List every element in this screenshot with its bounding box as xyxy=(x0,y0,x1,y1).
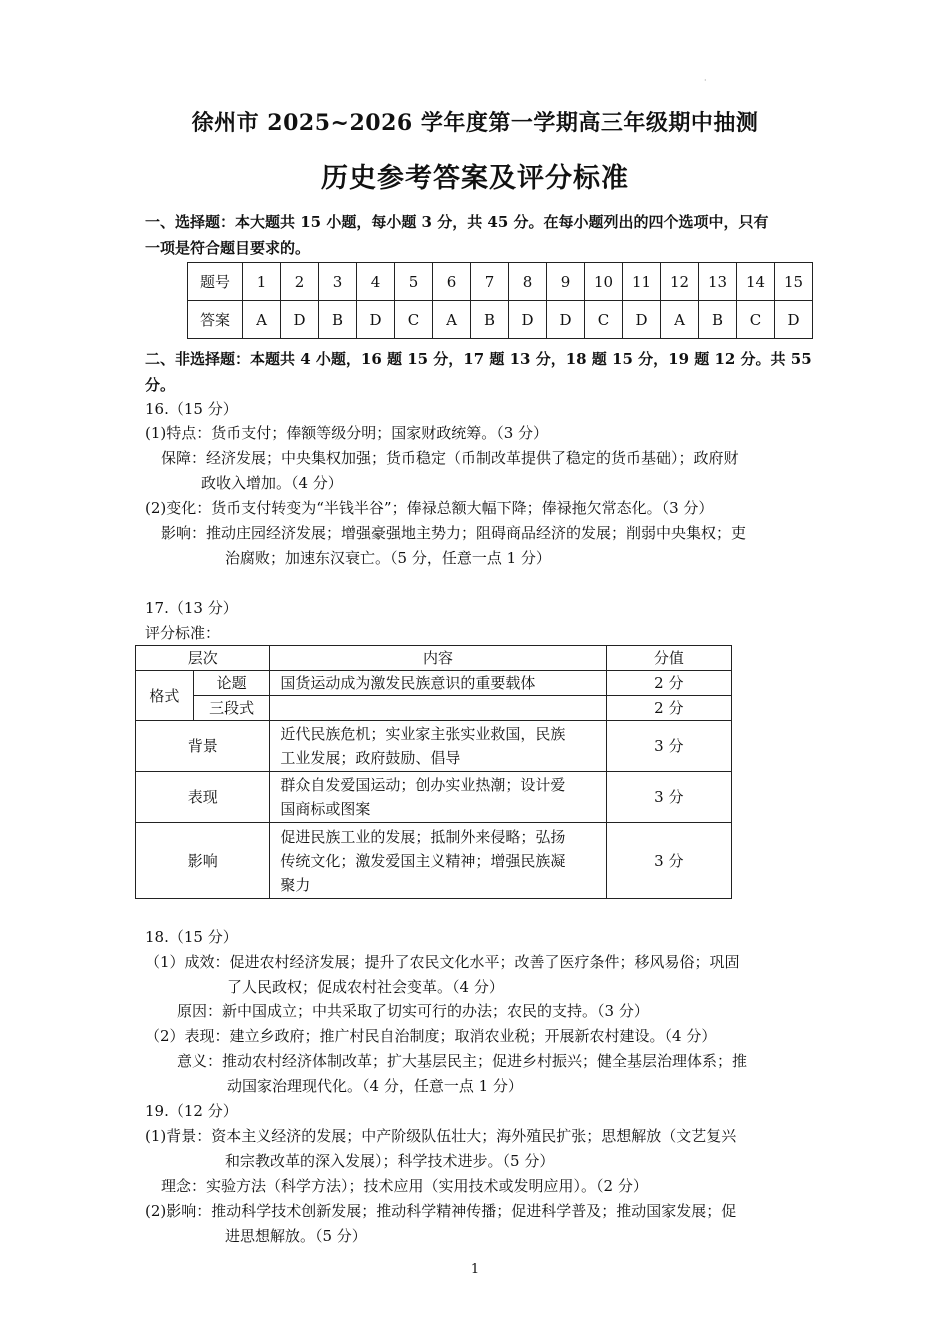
th-level: 层次 xyxy=(136,646,270,671)
question-number: 13 xyxy=(699,263,737,301)
q16-line: (1)特点：货币支付；俸额等级分明；国家财政统筹。（3 分） xyxy=(145,424,549,442)
q19-line: 和宗教改革的深入发展）；科学技术进步。（5 分） xyxy=(225,1152,555,1170)
page-dot: · xyxy=(704,76,707,85)
question-number: 9 xyxy=(547,263,585,301)
cell-sanduan-score: 2 分 xyxy=(606,696,731,721)
cell-lunti-score: 2 分 xyxy=(606,671,731,696)
table-row xyxy=(136,671,732,696)
cell-format: 格式 xyxy=(136,671,194,721)
th-score: 分值 xyxy=(606,646,731,671)
document-title: 徐州市 2025~2026 学年度第一学期高三年级期中抽测 xyxy=(191,110,759,136)
cell-impact-score: 3 分 xyxy=(606,823,731,899)
content-line: 传统文化；激发爱国主义精神；增强民族凝 xyxy=(280,851,566,870)
question-number: 14 xyxy=(737,263,775,301)
answer-table xyxy=(187,262,813,339)
answer-cell: D xyxy=(547,301,585,339)
answer-cell: D xyxy=(775,301,813,339)
th-content: 内容 xyxy=(270,646,606,671)
q18-line: （1）成效：促进农村经济发展；提升了农民文化水平；改善了医疗条件；移风易俗；巩固 xyxy=(145,953,740,971)
question-number: 11 xyxy=(623,263,661,301)
cell-impact-content xyxy=(270,823,606,899)
q18-line: 意义：推动农村经济体制改革；扩大基层民主；促进乡村振兴；健全基层治理体系；推 xyxy=(177,1052,748,1070)
answer-cell: B xyxy=(699,301,737,339)
row-head-answer: 答案 xyxy=(188,301,243,339)
answer-cell: B xyxy=(319,301,357,339)
q16-line: 治腐败；加速东汉衰亡。（5 分，任意一点 1 分） xyxy=(225,549,551,567)
content-line: 国商标或图案 xyxy=(280,800,371,818)
answer-cell: B xyxy=(471,301,509,339)
q18-heading: 18.（15 分） xyxy=(145,928,238,946)
question-number: 12 xyxy=(661,263,699,301)
content-line: 工业发展；政府鼓励、倡导 xyxy=(280,749,461,767)
q19-line: 进思想解放。（5 分） xyxy=(225,1227,367,1245)
q19-heading: 19.（12 分） xyxy=(145,1102,238,1120)
content-line: 近代民族危机；实业家主张实业救国，民族 xyxy=(280,725,566,743)
question-number: 8 xyxy=(509,263,547,301)
answer-cell: D xyxy=(509,301,547,339)
content-line: 群众自发爱国运动；创办实业热潮；设计爱 xyxy=(280,776,566,794)
q19-line: 理念：实验方法（科学方法）；技术应用（实用技术或发明应用）。（2 分） xyxy=(161,1177,648,1195)
q18-line: 原因：新中国成立；中共采取了切实可行的办法；农民的支持。（3 分） xyxy=(177,1002,649,1020)
content-line: 促进民族工业的发展；抵制外来侵略；弘扬 xyxy=(280,827,566,846)
table-row xyxy=(136,696,732,721)
cell-background: 背景 xyxy=(136,721,270,772)
answer-table-answer-row xyxy=(188,301,813,339)
scoring-table xyxy=(135,645,732,899)
cell-sanduan-content xyxy=(270,696,606,721)
answer-cell: D xyxy=(357,301,395,339)
q16-heading: 16.（15 分） xyxy=(145,400,238,418)
question-number: 5 xyxy=(395,263,433,301)
page-number: 1 xyxy=(470,1262,480,1277)
question-number: 2 xyxy=(281,263,319,301)
cell-performance-content xyxy=(270,772,606,823)
cell-lunti-content: 国货运动成为激发民族意识的重要载体 xyxy=(270,671,606,696)
q19-line: (2)影响：推动科学技术创新发展；推动科学精神传播；促进科学普及；推动国家发展；促 xyxy=(145,1202,737,1220)
question-number: 10 xyxy=(585,263,623,301)
answer-cell: D xyxy=(281,301,319,339)
q17-heading: 17.（13 分） xyxy=(145,599,238,617)
scoring-table-header xyxy=(136,646,732,671)
q18-line: 动国家治理现代化。（4 分，任意一点 1 分） xyxy=(227,1077,523,1095)
question-number: 6 xyxy=(433,263,471,301)
cell-background-score: 3 分 xyxy=(606,721,731,772)
section2-line1: 二、非选择题：本题共 4 小题，16 题 15 分，17 题 13 分，18 题 15 分，19 题 12 分。共 55 xyxy=(145,350,812,368)
q18-line: 了人民政权；促成农村社会变革。（4 分） xyxy=(227,978,504,996)
cell-sanduan: 三段式 xyxy=(193,696,270,721)
table-row xyxy=(136,772,732,823)
content-line: 聚力 xyxy=(280,875,311,894)
q19-line: (1)背景：资本主义经济的发展；中产阶级队伍壮大；海外殖民扩张；思想解放（文艺复兴 xyxy=(145,1127,737,1145)
q16-line: 影响：推动庄园经济发展；增强豪强地主势力；阻碍商品经济的发展；削弱中央集权；吏 xyxy=(161,524,747,542)
question-number: 1 xyxy=(243,263,281,301)
question-number: 4 xyxy=(357,263,395,301)
answer-cell: A xyxy=(243,301,281,339)
q17-subheading: 评分标准： xyxy=(145,624,221,642)
answer-cell: C xyxy=(395,301,433,339)
cell-performance: 表现 xyxy=(136,772,270,823)
cell-lunti: 论题 xyxy=(193,671,270,696)
table-row xyxy=(136,823,732,899)
row-head-question: 题号 xyxy=(188,263,243,301)
answer-table-question-row xyxy=(188,263,813,301)
document-subtitle: 历史参考答案及评分标准 xyxy=(321,163,629,194)
q16-line: 保障：经济发展；中央集权加强；货币稳定（币制改革提供了稳定的货币基础）；政府财 xyxy=(161,449,739,467)
question-number: 7 xyxy=(471,263,509,301)
cell-impact: 影响 xyxy=(136,823,270,899)
answer-cell: A xyxy=(433,301,471,339)
section2-line2: 分。 xyxy=(145,376,176,394)
answer-cell: A xyxy=(661,301,699,339)
answer-cell: C xyxy=(585,301,623,339)
cell-background-content xyxy=(270,721,606,772)
answer-cell: D xyxy=(623,301,661,339)
q16-line: (2)变化：货币支付转变为“半钱半谷”；俸禄总额大幅下降；俸禄拖欠常态化。（3 分） xyxy=(145,499,714,517)
question-number: 3 xyxy=(319,263,357,301)
question-number: 15 xyxy=(775,263,813,301)
table-row xyxy=(136,721,732,772)
q18-line: （2）表现：建立乡政府；推广村民自治制度；取消农业税；开展新农村建设。（4 分） xyxy=(145,1027,717,1045)
section1-line2: 一项是符合题目要求的。 xyxy=(145,239,311,257)
answer-cell: C xyxy=(737,301,775,339)
cell-performance-score: 3 分 xyxy=(606,772,731,823)
q16-line: 政收入增加。（4 分） xyxy=(201,474,343,492)
section1-line1: 一、选择题：本大题共 15 小题，每小题 3 分，共 45 分。在每小题列出的四个选项中，只有 xyxy=(145,213,769,231)
